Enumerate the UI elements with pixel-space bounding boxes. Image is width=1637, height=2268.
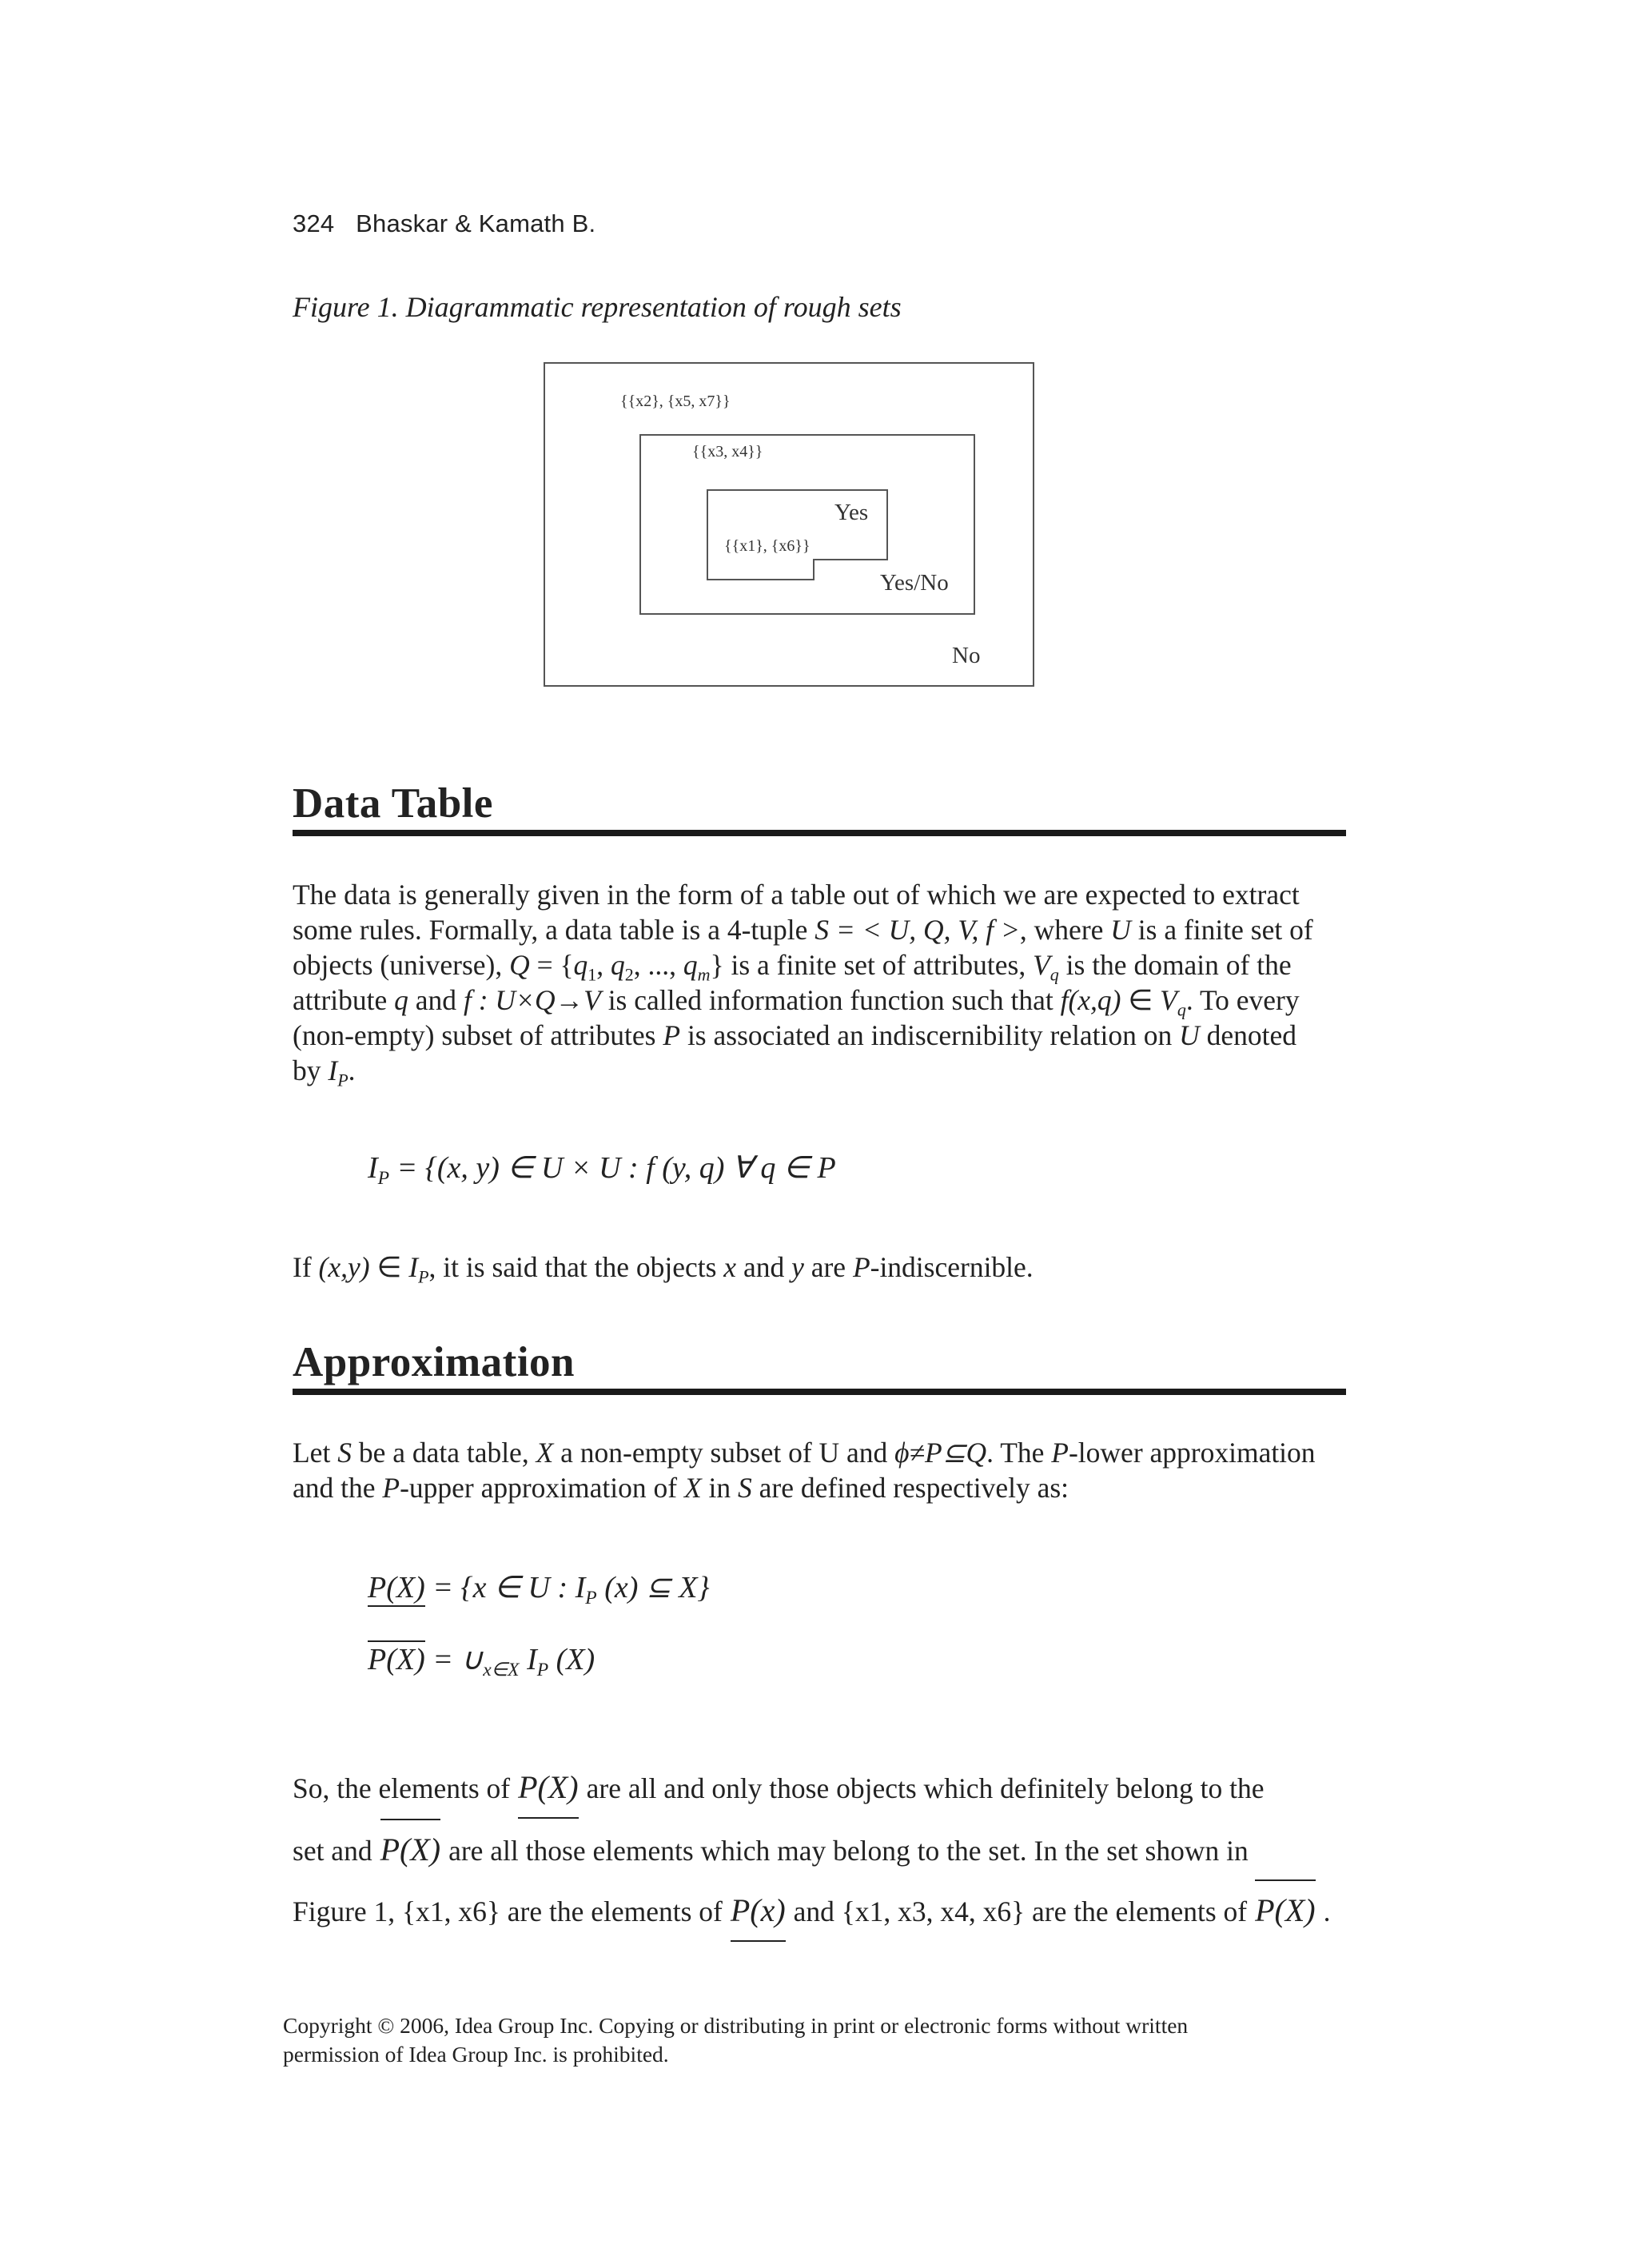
- paragraph-line: Figure 1, {x1, x6} are the elements of P(x) and {x1, x3, x4, x6} are the elements of P(X) .: [293, 1879, 1346, 1942]
- figure-caption: Figure 1. Diagrammatic representation of rough sets: [293, 291, 902, 323]
- paragraph-line: So, the elements of P(X) are all and only those objects which definitely belong to the: [293, 1759, 1346, 1819]
- footer-line: Copyright © 2006, Idea Group Inc. Copying or distributing in print or electronic forms without written: [283, 2013, 1189, 2038]
- outer-set-label: {{x2}, {x5, x7}}: [620, 393, 731, 410]
- upper-approximation-equation: $P(X) = \cup_{x\in X}$ $I_P$ (X): [368, 1641, 595, 1677]
- copyright-footer: [283, 2011, 1338, 2069]
- paragraph-line: some rules. Formally, a data table is a 4-tuple S = < U, Q, V, f >, where U is a finite set of: [293, 914, 1313, 946]
- running-header: [293, 209, 595, 238]
- paragraph-line: by $I_P$.: [293, 1054, 356, 1090]
- inner-set-label: {{x1}, {x6}}: [724, 537, 811, 555]
- section-heading-data-table: Data Table: [293, 780, 493, 827]
- rough-set-diagram: [544, 362, 1034, 687]
- paragraph-line: attribute q and f : U×Q→V is called information function such that f(x,q) ∈ $V_q$. To every: [293, 984, 1300, 1020]
- lower-approximation-equation: P(X) = {x ∈ U : $I_P$ (x) ⊆ X}: [368, 1571, 710, 1609]
- closing-paragraph: [293, 1759, 1346, 1942]
- yes-no-label: Yes/No: [880, 570, 949, 596]
- page-number: 324: [293, 209, 335, 237]
- author-names: Bhaskar & Kamath B.: [356, 209, 596, 237]
- indiscernibility-equation: $I_P = \{(x$, y) ∈ U × U : f (y, q) ∀ q ∈ P: [368, 1151, 836, 1190]
- middle-set-label: {{x3, x4}}: [692, 443, 763, 460]
- paragraph-line: (non-empty) subset of attributes P is associated an indiscernibility relation on U denoted: [293, 1019, 1297, 1051]
- section-rule: [293, 1389, 1346, 1395]
- section-rule: [293, 830, 1346, 836]
- indiscernible-sentence: If (x,y) ∈ $I_P$, it is said that the objects x and y are P-indiscernible.: [293, 1251, 1034, 1287]
- paragraph-line: set and P(X) are all those elements which may belong to the set. In the set shown in: [293, 1819, 1346, 1879]
- paragraph-line: Let S be a data table, X a non-empty subset of U and ϕ≠P⊆Q. The P-lower approximation: [293, 1437, 1316, 1469]
- outer-box: [544, 363, 1034, 686]
- footer-line: permission of Idea Group Inc. is prohibited.: [283, 2042, 669, 2067]
- data-table-paragraph: [293, 877, 1346, 1088]
- paragraph-line: The data is generally given in the form of a table out of which we are expected to extract: [293, 879, 1300, 911]
- no-label: No: [952, 643, 981, 668]
- yes-label: Yes: [834, 500, 869, 525]
- paragraph-line: objects (universe), $Q = \{q_1$, $q_2$, ..., $q_m$} is a finite set of attributes, $V_q$ is the domain of the: [293, 949, 1292, 985]
- paragraph-line: and the P-upper approximation of X in S are defined respectively as:: [293, 1472, 1069, 1504]
- section-heading-approximation: Approximation: [293, 1339, 576, 1385]
- approximation-paragraph: [293, 1435, 1346, 1505]
